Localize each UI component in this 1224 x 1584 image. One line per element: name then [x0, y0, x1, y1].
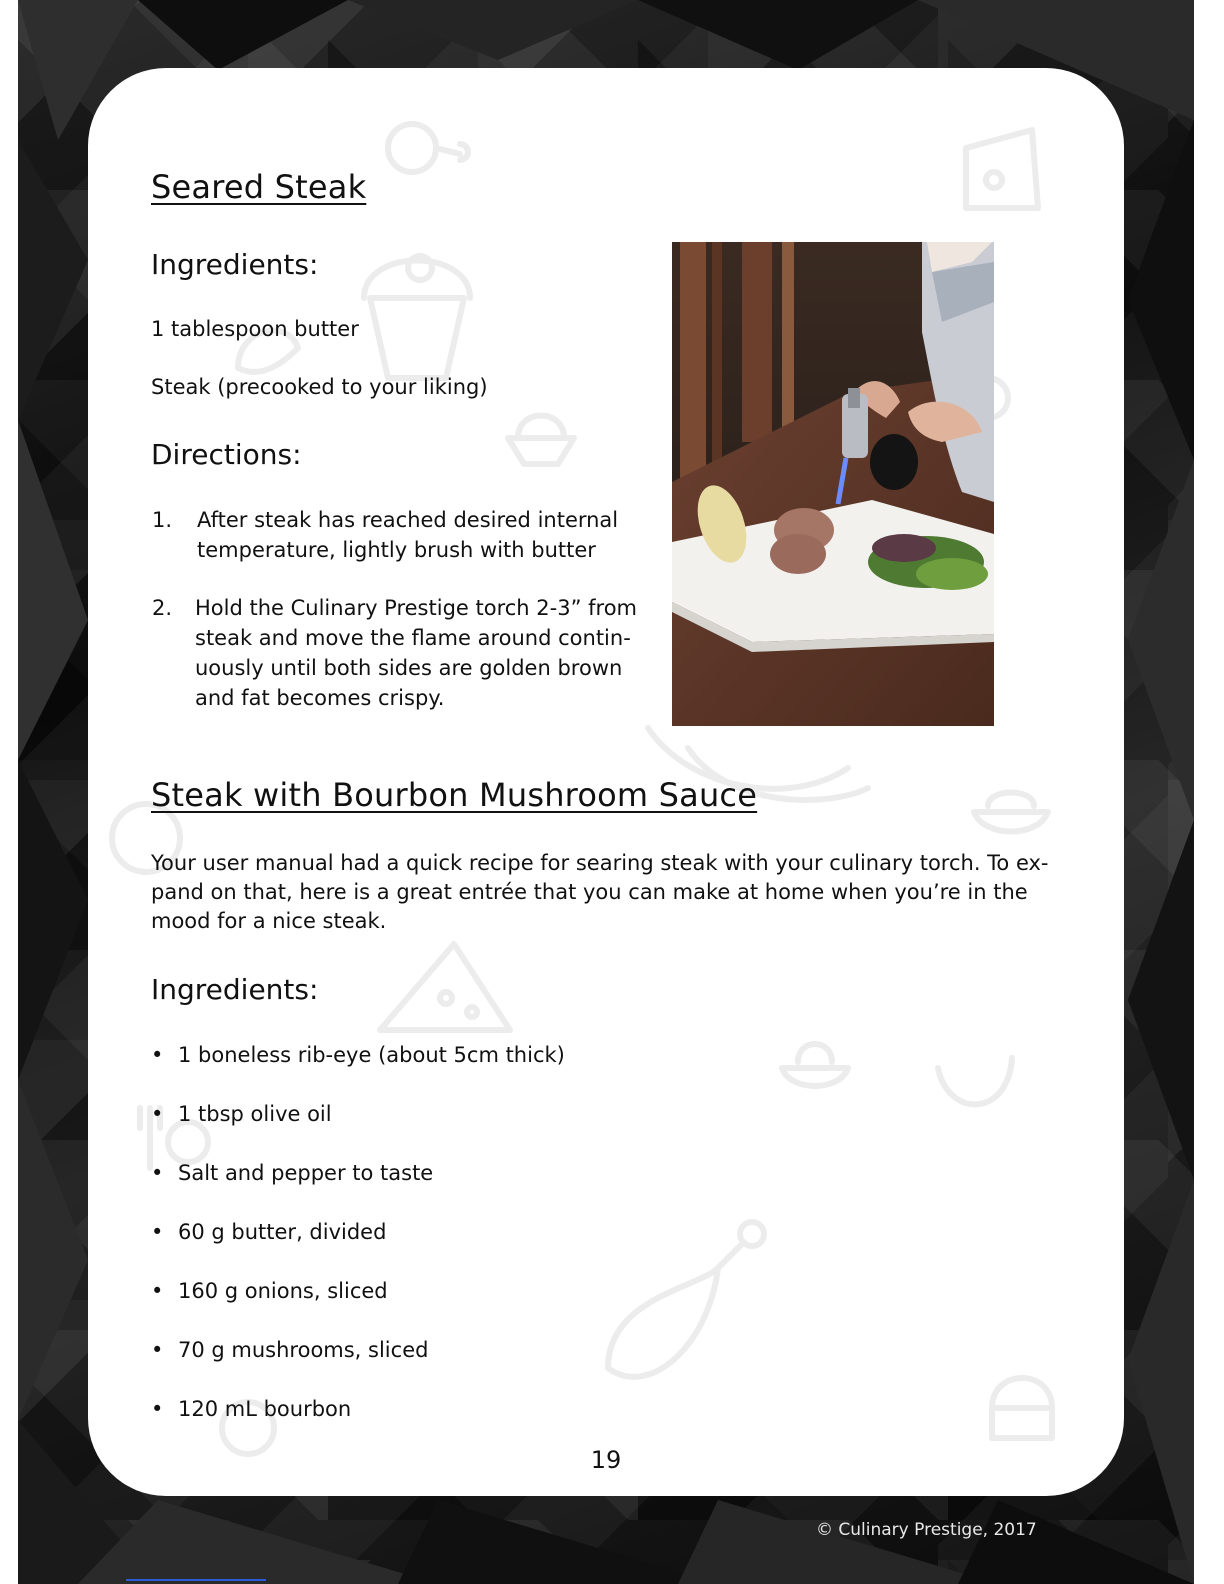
ingredient-item: • 160 g onions, sliced	[151, 1272, 565, 1331]
bullet-icon: •	[151, 1043, 164, 1067]
direction-step	[152, 505, 672, 565]
bullet-icon: •	[151, 1397, 164, 1421]
ingredient-item: • 1 boneless rib-eye (about 5cm thick)	[151, 1036, 565, 1095]
recipe-intro: Your user manual had a quick recipe for searing steak with your culinary torch. To ex- pand on that, here is a great entrée that you can make at home when you’re in the mood for a nice steak.	[151, 851, 1049, 933]
step-number: 1.	[152, 508, 173, 532]
copyright-notice: © Culinary Prestige, 2017	[816, 1520, 1037, 1540]
recipe-title-seared-steak: Seared Steak	[151, 168, 367, 206]
ingredient-item: • Salt and pepper to taste	[151, 1154, 565, 1213]
bullet-icon: •	[151, 1279, 164, 1303]
bullet-icon: •	[151, 1161, 164, 1185]
ingredient-item: 1 tablespoon butter	[151, 317, 359, 341]
ingredient-item: • 60 g butter, divided	[151, 1213, 565, 1272]
ingredient-item: • 70 g mushrooms, sliced	[151, 1331, 565, 1390]
page-number: 19	[590, 1446, 622, 1474]
bullet-icon: •	[151, 1220, 164, 1244]
recipe-card	[88, 68, 1124, 1496]
ingredient-item: Steak (precooked to your liking)	[151, 375, 488, 399]
ingredient-item: • 120 mL bourbon	[151, 1390, 565, 1449]
directions-heading: Directions:	[151, 438, 302, 471]
step-text: Hold the Culinary Prestige torch 2-3” from steak and move the flame around contin- uously until both sides are golden brown and fat becomes crispy.	[195, 596, 638, 710]
photo-illustration	[672, 242, 994, 726]
steak-torch-photo	[672, 242, 994, 726]
ingredients-list	[151, 1036, 565, 1449]
ingredients-heading: Ingredients:	[151, 248, 319, 281]
step-number: 2.	[152, 596, 173, 620]
ingredient-item: • 1 tbsp olive oil	[151, 1095, 565, 1154]
step-text: After steak has reached desired internal temperature, lightly brush with butter	[197, 508, 619, 562]
bullet-icon: •	[151, 1102, 164, 1126]
ingredients-heading: Ingredients:	[151, 973, 319, 1006]
direction-step	[152, 593, 672, 713]
bullet-icon: •	[151, 1338, 164, 1362]
recipe-title-bourbon-mushroom: Steak with Bourbon Mushroom Sauce	[151, 776, 758, 814]
link-underline	[126, 1579, 266, 1581]
